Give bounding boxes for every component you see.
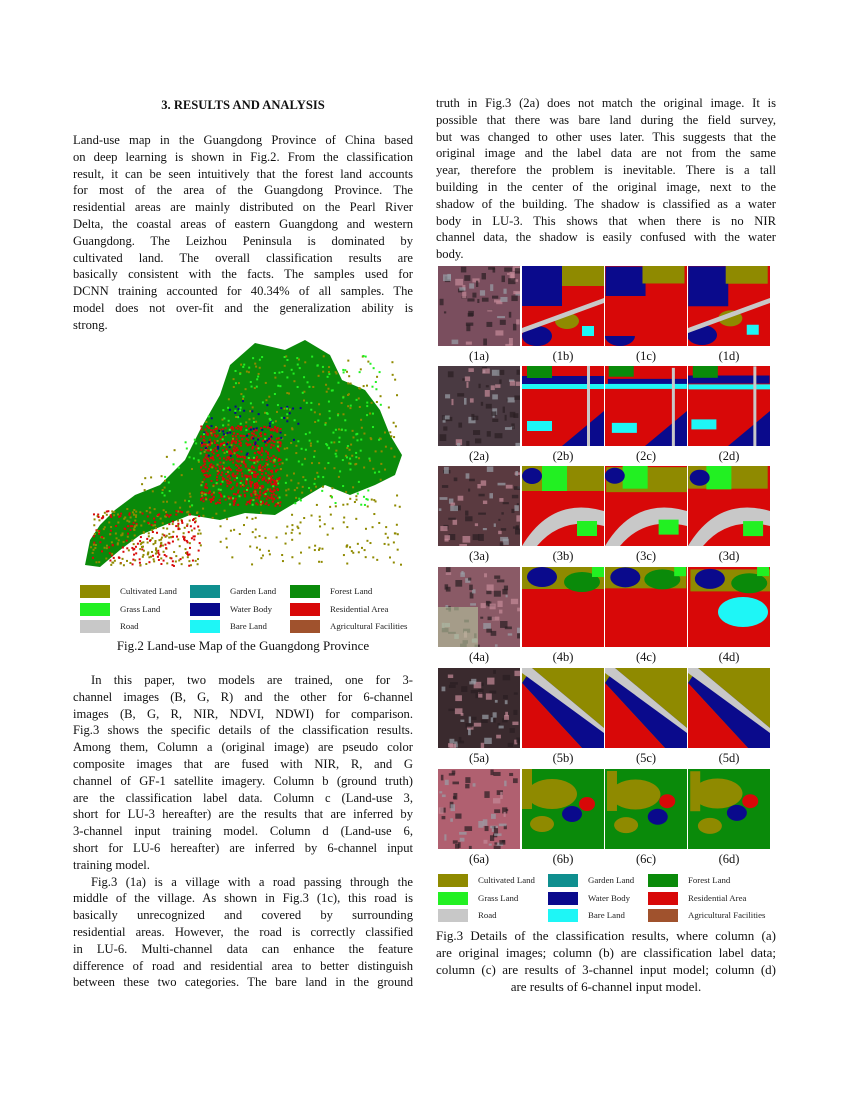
classification-tile: [605, 567, 687, 647]
classification-tile: [688, 567, 770, 647]
legend-label: Agricultural Facilities: [688, 910, 766, 920]
caption-line: column (c) are results of 3-channel input model; column (d): [436, 962, 776, 977]
classification-tile: [522, 567, 604, 647]
legend-label: Road: [120, 621, 139, 631]
legend-swatch: [190, 620, 220, 633]
text-line: model does not over-fit and the generalization ability is: [73, 301, 413, 315]
classification-tile: [688, 366, 770, 446]
legend-swatch: [548, 909, 578, 922]
legend-label: Bare Land: [230, 621, 267, 631]
classification-tile: [605, 668, 687, 748]
classification-tile: [605, 769, 687, 849]
legend-swatch: [548, 892, 578, 905]
classification-tile: [522, 466, 604, 546]
text-line: short for LU-6 hereafter) are inferred by 6-channel input: [73, 841, 413, 855]
original-image-tile: [438, 769, 520, 849]
text-line: channel of GF-1 satellite imagery. Column b (ground truth): [73, 773, 413, 788]
caption-line: are original images; column (b) are classification label data;: [436, 945, 776, 960]
original-image-tile: [438, 466, 520, 546]
text-line: body in LU-3. This shows that when there is no NIR: [436, 213, 776, 228]
legend-swatch: [290, 603, 320, 616]
text-line: basically unrecognized and covered by surrounding: [73, 908, 413, 923]
legend-label: Road: [478, 910, 497, 920]
legend-swatch: [548, 874, 578, 887]
legend-label: Agricultural Facilities: [330, 621, 408, 631]
legend-label: Forest Land: [688, 875, 731, 885]
text-line: are the classification label data. Column c (Land-use 3,: [73, 790, 413, 805]
text-line: composite images that are fused with NIR, R, and G: [73, 757, 413, 771]
text-line: but was changed to other uses later. This suggests that the: [436, 129, 776, 144]
classification-tile: [522, 769, 604, 849]
text-line: shadow of the building. The shadow is classified as a water: [436, 196, 776, 211]
tile-label: (5a): [468, 751, 490, 765]
classification-tile: [522, 366, 604, 446]
text-line: channel images (B, G, R) and the other for 6-channel: [73, 689, 413, 704]
tile-label: (4d): [718, 650, 740, 664]
tile-label: (2a): [468, 449, 490, 463]
classification-tile: [688, 266, 770, 346]
legend-swatch: [80, 585, 110, 598]
text-line: in LU-6. Multi-channel data can enhance the feature: [73, 941, 413, 956]
legend-label: Grass Land: [478, 892, 519, 903]
text-line: residential areas. However, the road is correctly classified: [73, 925, 413, 939]
legend-swatch: [438, 892, 468, 905]
text-line: year, therefore the problem is inevitable. There is a tall: [436, 163, 776, 178]
original-image-tile: [438, 366, 520, 446]
tile-label: (3d): [718, 549, 740, 563]
text-line: on deep learning is shown in Fig.2. From the classification: [73, 149, 413, 164]
classification-tile: [605, 366, 687, 446]
tile-label: (4a): [468, 650, 490, 664]
original-image-tile: [438, 668, 520, 748]
tile-label: (4b): [552, 650, 574, 664]
text-line: images (B, G, R, NIR, NDVI, NDWI) for comparison.: [73, 706, 413, 721]
original-image-tile: [438, 266, 520, 346]
tile-label: (3b): [552, 549, 574, 563]
text-line: strong.: [73, 317, 108, 332]
text-line: Delta, the coastal areas of eastern Guangdong and western: [73, 217, 413, 231]
text-line: Fig.3 shows the specific details of the classification results.: [73, 723, 413, 738]
legend-label: Cultivated Land: [120, 586, 177, 596]
text-line: Among them, Column a (original image) are pseudo color: [73, 740, 413, 755]
classification-tile: [522, 668, 604, 748]
legend-swatch: [290, 620, 320, 633]
tile-label: (5b): [552, 751, 574, 765]
legend-label: Bare Land: [588, 910, 625, 920]
text-line: original image and the label data are not from the same: [436, 146, 776, 161]
legend-swatch: [648, 874, 678, 887]
text-line: between these two categories. The bare land in the ground: [73, 975, 413, 990]
tile-label: (4c): [635, 650, 657, 664]
legend-label: Garden Land: [230, 586, 277, 596]
classification-tile: [688, 668, 770, 748]
tile-label: (6c): [635, 852, 657, 866]
tile-label: (2d): [718, 449, 740, 463]
text-line: channel data, the shadow is easily confused with the water: [436, 230, 776, 245]
text-line: Guangdong. The Leizhou Peninsula is dominated by: [73, 233, 413, 248]
province-outline: [85, 340, 402, 567]
tile-label: (3c): [635, 549, 657, 563]
legend-label: Water Body: [230, 603, 273, 614]
text-line: 3-channel input training model. Column d (Land-use 6,: [73, 824, 413, 839]
fig2-caption: Fig.2 Land-use Map of the Guangdong Province: [116, 638, 370, 653]
tile-label: (5c): [635, 751, 657, 765]
tile-label: (3a): [468, 549, 490, 563]
tile-label: (6d): [718, 852, 740, 866]
text-line: difference of road and residential area to better distinguish: [73, 958, 413, 973]
original-image-tile: [438, 567, 520, 647]
legend-swatch: [190, 603, 220, 616]
tile-label: (1a): [468, 349, 490, 363]
legend-swatch: [648, 909, 678, 922]
caption-line: are results of 6-channel input model.: [510, 979, 702, 994]
text-line: for most of the area of the Guangdong Province. The: [73, 183, 413, 198]
legend-label: Grass Land: [120, 603, 161, 614]
tile-label: (2c): [635, 449, 657, 463]
text-line: truth in Fig.3 (2a) does not match the original image. It is: [436, 96, 776, 110]
classification-tile: [605, 266, 687, 346]
legend-swatch: [290, 585, 320, 598]
text-line: result, it can be seen intuitively that the forest land accounts: [73, 166, 413, 181]
legend-label: Cultivated Land: [478, 875, 535, 885]
guangdong-land-use-map: [80, 335, 415, 575]
tile-label: (5d): [718, 751, 740, 765]
tile-label: (1b): [552, 349, 574, 363]
legend-swatch: [438, 874, 468, 887]
classification-tile: [522, 266, 604, 346]
text-line: Land-use map in the Guangdong Province of China based: [73, 133, 413, 147]
tile-label: (6a): [468, 852, 490, 866]
classification-tile: [605, 466, 687, 546]
text-line: body.: [436, 247, 464, 262]
legend-swatch: [190, 585, 220, 598]
text-line: training model.: [73, 857, 150, 872]
tile-label: (1c): [635, 349, 657, 363]
tile-label: (6b): [552, 852, 574, 866]
legend-label: Water Body: [588, 892, 631, 903]
text-line: basically consistent with the facts. The samples used for: [73, 267, 413, 282]
legend-swatch: [80, 620, 110, 633]
classification-tile: [688, 466, 770, 546]
tile-label: (1d): [718, 349, 740, 363]
section-heading: 3. RESULTS AND ANALYSIS: [161, 98, 325, 112]
text-line: residential areas are mainly distributed on the Pearl River: [73, 200, 413, 215]
text-line: building in the center of the original image, next to the: [436, 180, 776, 194]
text-line: cultivated land. The overall classification results are: [73, 250, 413, 265]
text-line: Fig.3 (1a) is a village with a road passing through the: [91, 874, 413, 889]
legend-swatch: [80, 603, 110, 616]
text-line: middle of the village. As shown in Fig.3 (1c), this road is: [73, 891, 413, 906]
legend-swatch: [648, 892, 678, 905]
tile-label: (2b): [552, 449, 574, 463]
text-line: short for LU-3 hereafter) are the results that are inferred by: [73, 807, 413, 822]
classification-tile: [688, 769, 770, 849]
legend-label: Residential Area: [330, 603, 389, 614]
text-line: DCNN training accounted for 40.34% of all samples. The: [73, 284, 413, 299]
legend-label: Garden Land: [588, 875, 635, 885]
text-line: possible that there was bare land during the field survey,: [436, 112, 776, 127]
legend-label: Forest Land: [330, 586, 373, 596]
caption-line: Fig.3 Details of the classification results, where column (a): [436, 928, 776, 943]
legend-swatch: [438, 909, 468, 922]
text-line: In this paper, two models are trained, one for 3-: [91, 673, 413, 687]
legend-label: Residential Area: [688, 892, 747, 903]
